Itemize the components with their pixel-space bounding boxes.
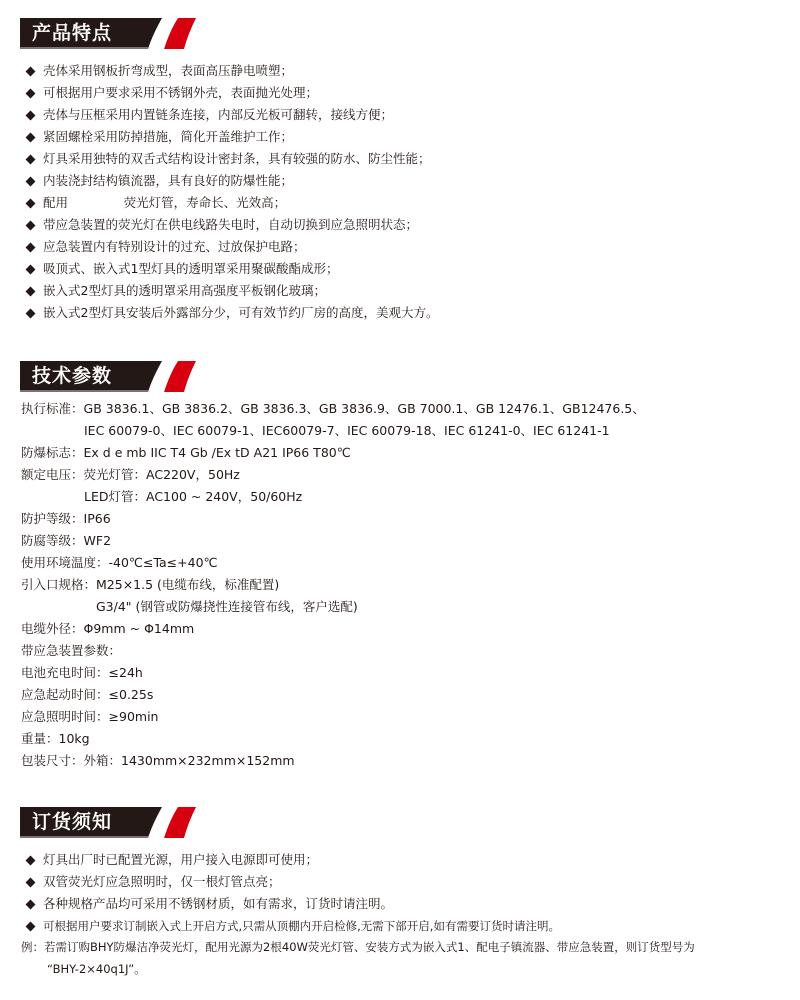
spec-list (21, 398, 645, 772)
list-item-text: 可根据用户要求采用不锈钢外壳，表面抛光处理； (43, 85, 319, 100)
spec-value: ≤0.25s (108, 687, 154, 702)
list-item-text: 紧固螺栓采用防掉措施，简化开盖维护工作； (43, 129, 294, 144)
list-item (24, 170, 438, 192)
list-item (24, 126, 438, 148)
section-title: 产品特点 (32, 22, 113, 44)
spec-value: Ex d e mb IIC T4 Gb /Ex tD A21 IP66 T80℃ (83, 445, 351, 460)
diamond-bullet-icon (26, 264, 36, 274)
list-item (24, 893, 560, 915)
spec-voltage (21, 464, 645, 486)
example-line-2: “BHY-2×40q1J”。 (47, 962, 146, 976)
list-item (24, 236, 438, 258)
spec-standard (21, 398, 645, 420)
list-item (24, 192, 438, 214)
diamond-bullet-icon (26, 220, 36, 230)
spec-value: GB 3836.1、GB 3836.2、GB 3836.3、GB 3836.9、GB 7000.1、GB 12476.1、GB12476.5、 (83, 401, 645, 416)
diamond-bullet-icon (26, 88, 36, 98)
spec-entry-cont: G3/4" (钢管或防爆挠性连接管布线，客户选配) (96, 599, 358, 614)
diamond-bullet-icon (26, 110, 36, 120)
diamond-bullet-icon (26, 855, 36, 865)
list-item (24, 148, 438, 170)
spec-anticorrosion (21, 530, 645, 552)
spec-label: 电池充电时间： (21, 665, 109, 680)
spec-value: 外箱：1430mm×232mm×152mm (83, 753, 295, 768)
spec-label: 额定电压： (21, 467, 84, 482)
list-item-text: 嵌入式2型灯具安装后外露部分少，可有效节约厂房的高度，美观大方。 (43, 305, 439, 320)
list-item-text: 应急装置内有特别设计的过充、过放保护电路； (43, 239, 306, 254)
spec-value: IP66 (83, 511, 111, 526)
section-title: 技术参数 (32, 365, 113, 387)
diamond-bullet-icon (26, 877, 36, 887)
diamond-bullet-icon (26, 176, 36, 186)
spec-label: 包装尺寸： (21, 753, 84, 768)
list-item (24, 104, 438, 126)
spec-label: 应急照明时间： (21, 709, 109, 724)
list-item-text: 配用 荧光灯管，寿命长、光效高； (43, 195, 287, 210)
spec-ip (21, 508, 645, 530)
list-item-text: 双管荧光灯应急照明时，仅一根灯管点亮； (43, 874, 281, 889)
spec-value: ≥90min (108, 709, 159, 724)
list-item-text: 各种规格产品均可采用不锈钢材质，如有需求，订货时请注明。 (43, 896, 394, 911)
spec-value: M25×1.5 (电缆布线，标准配置) (96, 577, 280, 592)
spec-label: 应急起动时间： (21, 687, 109, 702)
list-item (24, 871, 560, 893)
list-item-text: 灯具出厂时已配置光源，用户接入电源即可使用； (43, 852, 319, 867)
spec-label: 防腐等级： (21, 533, 84, 548)
spec-value: 荧光灯管：AC220V，50Hz (83, 467, 240, 482)
list-item (24, 302, 438, 324)
spec-label: 电缆外径： (21, 621, 84, 636)
spec-charge (21, 662, 645, 684)
spec-package (21, 750, 645, 772)
spec-entry (21, 574, 645, 596)
spec-value: ≤24h (108, 665, 143, 680)
list-item (24, 214, 438, 236)
diamond-bullet-icon (26, 921, 36, 931)
spec-label: 防爆标志： (21, 445, 84, 460)
list-item-text: 内装浇封结构镇流器，具有良好的防爆性能； (43, 173, 294, 188)
list-item (24, 258, 438, 280)
section-banner-ordering (20, 807, 196, 838)
diamond-bullet-icon (26, 66, 36, 76)
diamond-bullet-icon (26, 198, 36, 208)
spec-start (21, 684, 645, 706)
features-list (24, 60, 438, 324)
diamond-bullet-icon (26, 132, 36, 142)
list-item-text: 吸顶式、嵌入式1型灯具的透明罩采用聚碳酸酯成形； (43, 261, 339, 276)
list-item-text: 壳体采用钢板折弯成型，表面高压静电喷塑； (43, 63, 294, 78)
list-item-text: 可根据用户要求订制嵌入式上开启方式,只需从顶棚内开启检修,无需下部开启,如有需要订货时请注明。 (43, 919, 560, 933)
diamond-bullet-icon (26, 154, 36, 164)
spec-value: WF2 (83, 533, 112, 548)
spec-label: 重量： (21, 731, 59, 746)
spec-value: 10kg (58, 731, 90, 746)
list-item (24, 60, 438, 82)
spec-emergency-header: 带应急装置参数： (21, 643, 122, 658)
spec-label: 引入口规格： (21, 577, 97, 592)
diamond-bullet-icon (26, 899, 36, 909)
spec-label: 执行标准： (21, 401, 84, 416)
section-title: 订货须知 (32, 811, 113, 833)
list-item (24, 915, 560, 937)
list-item (24, 849, 560, 871)
list-item (24, 280, 438, 302)
diamond-bullet-icon (26, 308, 36, 318)
spec-ex-mark (21, 442, 645, 464)
spec-duration (21, 706, 645, 728)
spec-value: -40℃≤Ta≤+40℃ (108, 555, 218, 570)
list-item-text: 嵌入式2型灯具的透明罩采用高强度平板钢化玻璃； (43, 283, 326, 298)
ordering-list (24, 849, 560, 937)
spec-label: 使用环境温度： (21, 555, 109, 570)
order-example (21, 936, 695, 980)
example-line-1: 例：若需订购BHY防爆洁净荧光灯，配用光源为2根40W荧光灯管、安装方式为嵌入式1、配电子镇流器、带应急装置，则订货型号为 (21, 940, 695, 954)
spec-label: 防护等级： (21, 511, 84, 526)
diamond-bullet-icon (26, 242, 36, 252)
spec-temperature (21, 552, 645, 574)
spec-standard-cont: IEC 60079-0、IEC 60079-1、IEC60079-7、IEC 60079-18、IEC 61241-0、IEC 61241-1 (84, 423, 610, 438)
spec-voltage-cont: LED灯管：AC100 ~ 240V，50/60Hz (84, 489, 303, 504)
list-item-text: 壳体与压框采用内置链条连接，内部反光板可翻转，接线方便； (43, 107, 394, 122)
diamond-bullet-icon (26, 286, 36, 296)
section-banner-specs (20, 361, 196, 392)
section-banner-features (20, 18, 196, 49)
list-item-text: 灯具采用独特的双舌式结构设计密封条，具有较强的防水、防尘性能； (43, 151, 431, 166)
spec-value: Φ9mm ~ Φ14mm (83, 621, 195, 636)
list-item (24, 82, 438, 104)
spec-cable (21, 618, 645, 640)
spec-weight (21, 728, 645, 750)
list-item-text: 带应急装置的荧光灯在供电线路失电时，自动切换到应急照明状态； (43, 217, 419, 232)
